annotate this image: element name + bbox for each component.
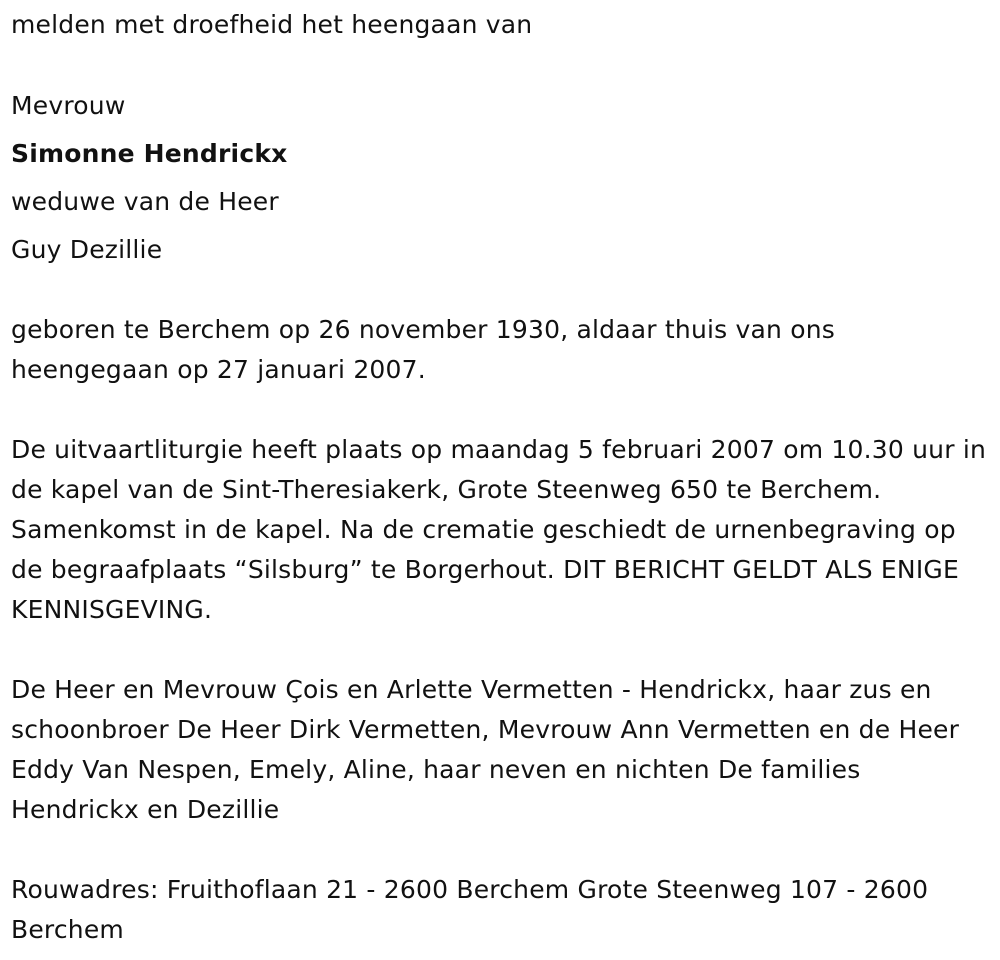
deceased-name: Simonne Hendrickx (11, 139, 288, 168)
family-paragraph: De Heer en Mevrouw Çois en Arlette Vermetten - Hendrickx, haar zus en schoonbroer De Heer Dirk Vermetten, Mevrouw Ann Vermetten en de Heer Eddy Van Nespen, Emely, Aline, haar neven en nichten De families Hendrickx en Dezillie (11, 675, 960, 824)
birth-death-paragraph: geboren te Berchem op 26 november 1930, aldaar thuis van ons heengegaan op 27 januari 2007. (11, 315, 835, 384)
intro-text: melden met droefheid het heengaan van (11, 10, 533, 39)
address-paragraph: Rouwadres: Fruithoflaan 21 - 2600 Berchem Grote Steenweg 107 - 2600 Berchem (11, 875, 929, 944)
ceremony-paragraph: De uitvaartliturgie heeft plaats op maandag 5 februari 2007 om 10.30 uur in de kapel van de Sint-Theresiakerk, Grote Steenweg 650 te Berchem. Samenkomst in de kapel. Na de crematie geschiedt de urnenbegraving op de begraafplaats “Silsburg” te Borgerhout. DIT BERICHT GELDT ALS ENIGE KENNISGEVING. (11, 435, 987, 624)
deceased-title: Mevrouw (11, 91, 126, 120)
spouse-name: Guy Dezillie (11, 235, 163, 264)
relation-text: weduwe van de Heer (11, 187, 279, 216)
